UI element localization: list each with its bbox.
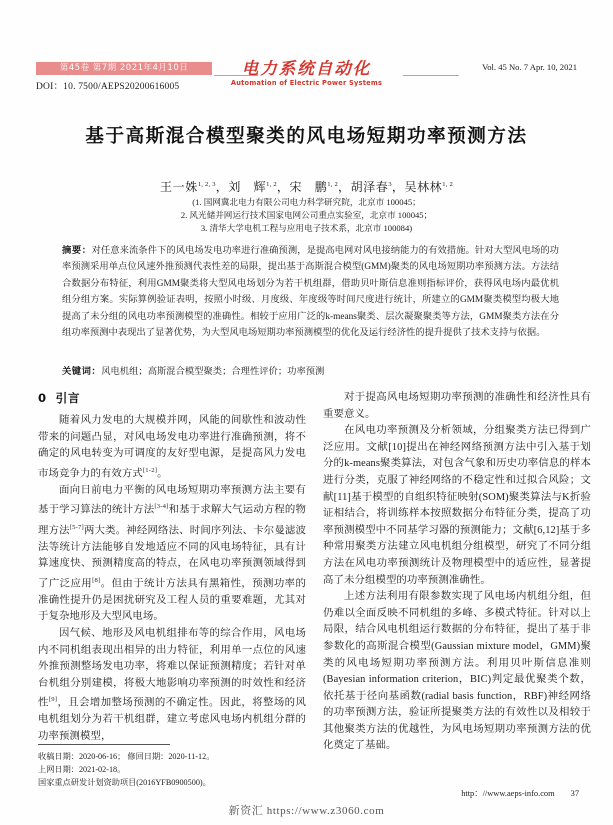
- affiliation-line: 2. 风光储并网运行技术国家电网公司重点实验室，北京市 100045；: [180, 210, 433, 221]
- body-columns: [38, 390, 591, 785]
- right-column-paragraphs: [323, 390, 591, 755]
- citation-ref: [9]: [48, 696, 58, 704]
- column-left: [38, 390, 306, 746]
- journal-title-cn: 电力系统自动化: [241, 59, 372, 78]
- body-paragraph: 对于提高风电场短期功率预测的准确性和经济性具有重要意义。: [323, 392, 591, 420]
- citation-ref: [1-2]: [142, 466, 158, 474]
- citation-ref: [8]: [92, 576, 101, 584]
- author-separator: ，: [391, 180, 405, 194]
- volume-issue-en: Vol. 45 No. 7 Apr. 10, 2021: [482, 62, 577, 72]
- masthead: [36, 60, 577, 102]
- keywords-label: 关键词：: [62, 366, 102, 377]
- column-right: [323, 390, 591, 755]
- author-affiliation-marker: 1, 2, 3: [197, 181, 216, 188]
- footnote-online-date: 上网日期：2021-02-18。: [38, 764, 126, 774]
- author-list: [0, 178, 613, 195]
- footnote-divider: [38, 744, 170, 745]
- affiliation-line: (1. 国网冀北电力有限公司电力科学研究院，北京市 100045；: [192, 197, 421, 207]
- watermark-text: 新资汇 https://www.z3060.com: [228, 805, 385, 817]
- abstract-label: 摘要：: [62, 245, 92, 256]
- journal-title-en: Automation of Electric Power Systems: [230, 79, 383, 87]
- author-affiliation-marker: 1, 2: [327, 181, 338, 188]
- keywords-block: [62, 364, 559, 380]
- author-affiliation-marker: 1, 2: [266, 181, 277, 188]
- citation-ref: [5-7]: [69, 523, 84, 531]
- doi-text: DOI：10. 7500/AEPS20200616005: [36, 82, 180, 92]
- keywords-text: 风电机组；高斯混合模型聚类；合理性评价；功率预测: [101, 367, 325, 377]
- affiliation-line: 3. 清华大学电机工程与应用电子技术系，北京市 100084): [200, 223, 413, 234]
- author-separator: ，: [215, 180, 229, 194]
- body-paragraph: 因气候、地形及风电机组排布等的综合作用，风电场内不同机组表现出相异的出力特征，利用单一点位的风速外推预测整场发电功率，将难以保证预测精度；若针对单台机组分别建模，将极大地影响功率预测的时效性和经济性[9]，且会增加整场预测的不确定性。因此，将整场的风电机组划分为若干机组群，建立考虑风电场内机组分群的功率预测模型，: [38, 628, 306, 743]
- section-number: 0: [38, 391, 47, 405]
- abstract-text: 对任意来流条件下的风电场发电功率进行准确预测，是提高电网对风电接纳能力的有效措施。针对大型风电场的功率预测采用单点位风速外推预测代表性差的局限，提出基于高斯混合模型(GMM)聚类的风电场短期功率预测方法。方法结合数据分布特征，利用GMM聚类将大型风电场划分为若干机组群，借助贝叶斯信息准则指标评价，获得风电场内最优机组分组方案。实际算例验证表明，按照小时级、月度级、年度级等时间尺度进行统计，所建立的GMM聚类模型均极大地提高了未分组的风电功率预测模型的准确性。相较于应用广泛的k-means聚类、层次凝聚聚类等方法，GMM聚类方法在分组功率预测中表现出了显著优势，为大型风电场短期功率预测模型的优化及运行经济性的提升提供了技术支持与依据。: [62, 246, 559, 339]
- author-affiliation-marker: 3: [388, 181, 392, 188]
- citation-ref: [3-4]: [154, 503, 169, 511]
- footnote-received-date: 收稿日期：2020-06-16； 修回日期：2020-11-12。: [38, 752, 215, 761]
- author-name: 吴林林: [404, 180, 443, 194]
- page-number: 37: [570, 789, 579, 798]
- body-paragraph: 面向日前电力平衡的风电场短期功率预测方法主要有基于学习算法的统计方法[3-4]和基于求解大气运动方程的物理方法[5-7]两大类。神经网络法、时间序列法、卡尔曼滤波法等统计方法能够自发地适应不同的风电场特征，具有计算速度快、预测精度高的特点，在风电功率预测领域得到了广泛应用[8]。但由于统计方法具有黑箱性，预测功率的准确性提升仍是困扰研究及工程人员的重要难题，尤其对于复杂地形及大型风电场。: [38, 484, 306, 623]
- affiliation-list: [0, 196, 613, 236]
- body-paragraph: 上述方法利用有限参数实现了风电场内机组分组，但仍难以全面反映不同机组的多峰、多模式特征。针对以上局限，结合风电机组运行数据的分布特征，提出了基于非参数化的高斯混合模型(Gaussian mixture model，GMM)聚类的风电场短期功率预测方法。利用贝叶斯信息准则(Bayesian information criterion，BIC)判定最优聚类个数，依托基于径向基函数(radial basis function，RBF)神经网络的功率预测方法，验证所提聚类方法的有效性以及相较于其他聚类方法的优越性，为风电场短期功率预测方法的优化奠定了基础。: [323, 591, 591, 752]
- author-name: 胡泽春: [350, 180, 389, 194]
- footnote-funding: 国家重点研发计划资助项目(2016YFB0900500)。: [38, 777, 211, 787]
- author-separator: ，: [337, 180, 351, 194]
- abstract-block: [62, 243, 559, 341]
- author-separator: ，: [276, 180, 290, 194]
- page-title: 基于高斯混合模型聚类的风电场短期功率预测方法: [85, 126, 528, 147]
- author-affiliation-marker: 1, 2: [442, 181, 453, 188]
- footnote-block: [38, 744, 306, 789]
- section-title: 引言: [55, 391, 81, 405]
- page-footer: [461, 787, 579, 799]
- body-paragraph: 随着风力发电的大规模并网，风能的间歇性和波动性带来的问题凸显，对风电场发电功率进行准确预测，将不确定的风电转变为可调度的友好型电源，是提高风力发电市场竞争力的有效方式[1-2]。: [38, 415, 306, 480]
- author-name: 王一姝: [160, 180, 198, 194]
- journal-url: http：//www.aeps-info.com: [461, 789, 555, 798]
- volume-issue-badge: 第45卷 第7期 2021年4月10日: [36, 62, 212, 75]
- section-heading-intro: [38, 390, 306, 406]
- body-paragraph: 在风电功率预测及分析领域，分组聚类方法已得到广泛应用。文献[10]提出在神经网络预测方法中引入基于划分的k-means聚类算法，对包含气象和历史功率信息的样本进行分类，克服了神经网络的不稳定性和过拟合风险；文献[11]基于模型的自组织特征映射(SOM)聚类算法与K折验证相结合，将训练样本按照数据分布特征分类，提高了功率预测模型中不同基学习器的预测能力；文献[6,12]基于多种常用聚类方法建立风电机组分组模型，研究了不同分组方法在风电功率预测统计及物理模型中的适应性，显著提高了未分组模型的功率预测准确性。: [323, 425, 591, 586]
- author-name: 宋 鹏: [289, 180, 328, 194]
- left-column-paragraphs: [38, 413, 306, 746]
- author-name: 刘 辉: [228, 180, 267, 194]
